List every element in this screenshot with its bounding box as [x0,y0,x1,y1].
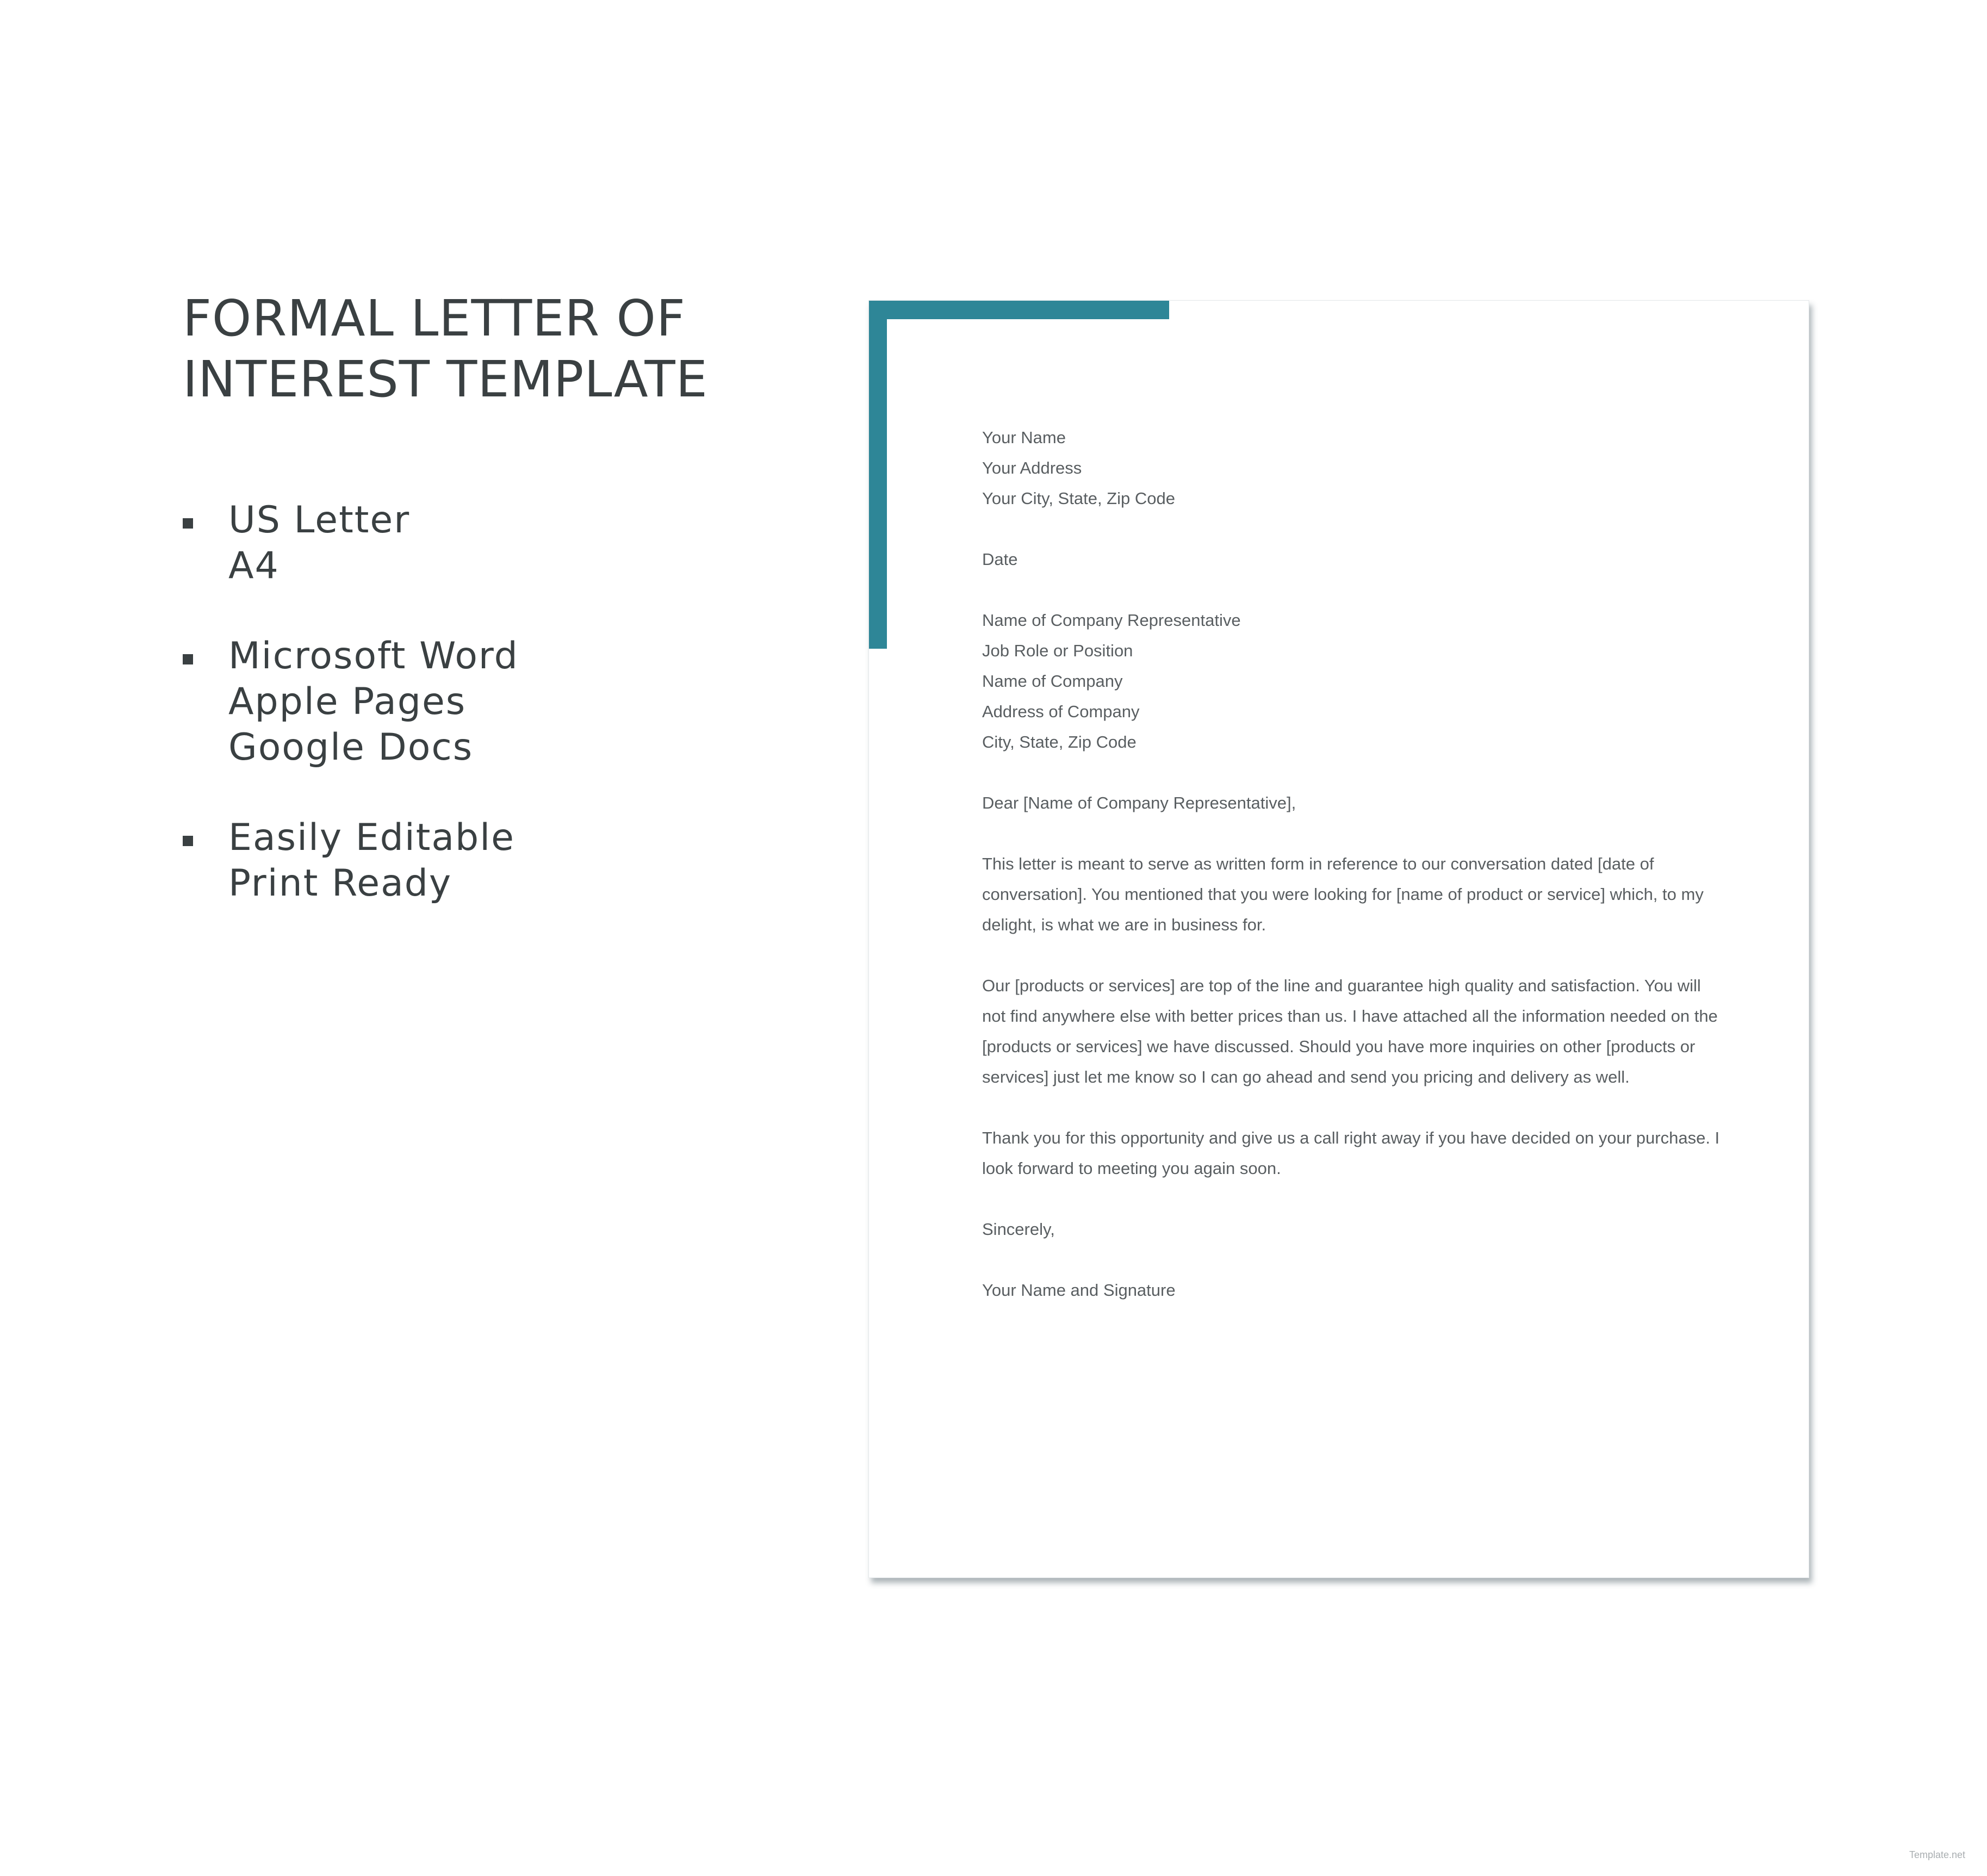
title-line-1: FORMAL LETTER OF [183,289,686,347]
letter-preview-page [868,300,1809,1578]
paragraph-line: services] just let me know so I can go ahead and send you pricing and delivery as well. [982,1067,1630,1086]
closing-text: Sincerely, [982,1220,1055,1239]
recipient-role: Job Role or Position [982,641,1133,660]
closing [982,1214,1738,1245]
paragraph-line: not find anywhere else with better prices than us. I have attached all the information needed on the [982,1007,1718,1026]
paragraph-line: [products or services] we have discussed. Should you have more inquiries on other [products or [982,1037,1696,1056]
paragraph-line: Our [products or services] are top of the line and guarantee high quality and satisfaction. You will [982,976,1701,995]
watermark-text: Template.net [1909,1849,1965,1860]
sender-city: Your City, State, Zip Code [982,489,1175,508]
feature-group-formats [179,498,778,589]
feature-item: Google Docs [228,726,474,769]
recipient-city: City, State, Zip Code [982,732,1137,751]
signature-block [982,1275,1738,1306]
bullet-square-icon [183,654,193,664]
title-line-2: INTEREST TEMPLATE [183,350,708,408]
recipient-block [982,605,1738,757]
paragraph-1 [982,849,1738,940]
feature-group-qualities [179,815,778,906]
feature-item: Apple Pages [228,680,467,723]
sender-name: Your Name [982,428,1066,447]
feature-item: Easily Editable [228,816,515,859]
feature-group-software [179,633,778,771]
feature-item: US Letter [228,499,411,542]
recipient-company: Name of Company [982,672,1123,691]
letter-date: Date [982,550,1018,569]
page-title [183,288,754,410]
paragraph-line: look forward to meeting you again soon. [982,1159,1281,1178]
feature-item: Print Ready [228,862,452,905]
bullet-square-icon [183,836,193,846]
signature-text: Your Name and Signature [982,1281,1176,1300]
salutation-text: Dear [Name of Company Representative], [982,793,1296,812]
sender-block [982,423,1738,514]
paragraph-line: conversation]. You mentioned that you were looking for [name of product or service] which, to my [982,885,1704,904]
accent-bar-top [869,301,1169,319]
date-block [982,544,1738,575]
bullet-square-icon [183,518,193,529]
recipient-address: Address of Company [982,702,1140,721]
feature-list [179,498,778,951]
salutation [982,788,1738,818]
recipient-name: Name of Company Representative [982,611,1241,630]
paragraph-line: Thank you for this opportunity and give us a call right away if you have decided on your purchase. I [982,1128,1720,1147]
accent-bar-left [869,301,887,649]
sender-address: Your Address [982,458,1082,477]
letter-body [982,423,1738,1336]
paragraph-3 [982,1123,1738,1184]
feature-item: Microsoft Word [228,635,519,678]
paragraph-line: This letter is meant to serve as written form in reference to our conversation dated [date of [982,854,1654,873]
feature-item: A4 [228,544,280,587]
paragraph-2 [982,971,1738,1092]
paragraph-line: delight, is what we are in business for. [982,915,1266,934]
